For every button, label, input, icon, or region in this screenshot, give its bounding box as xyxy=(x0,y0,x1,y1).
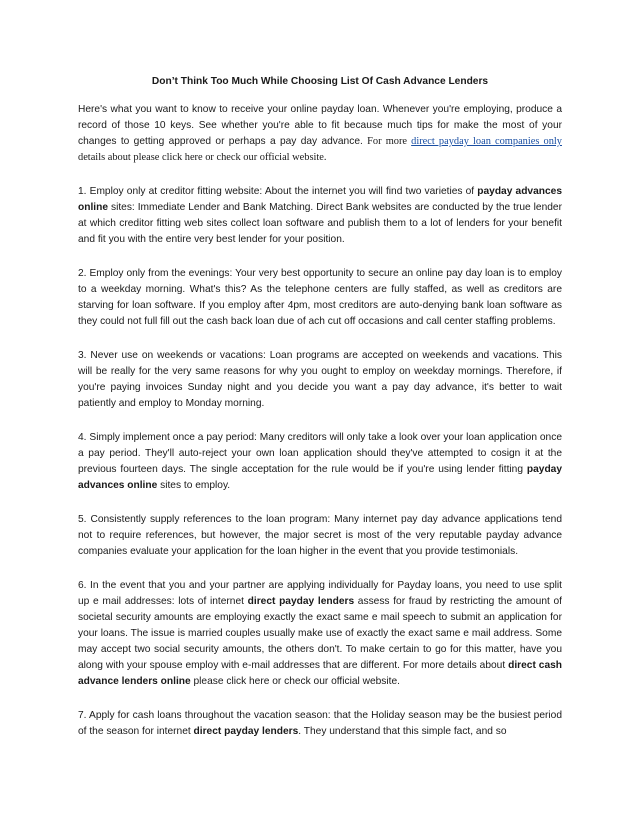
intro-serif-tail: details about please click here or check our official website. xyxy=(78,152,327,163)
section-6-keyword-2: direct cash advance lenders online xyxy=(78,660,562,687)
section-6-keyword: direct payday lenders xyxy=(247,596,355,607)
payday-loan-link[interactable]: direct payday loan companies only xyxy=(411,136,562,147)
section-7 xyxy=(78,708,562,740)
section-1-text-end: sites: Immediate Lender and Bank Matching. Direct Bank websites are conducted by the true lender at which creditor fitting web sites collect loan software and publish them to a lot of lenders for your benefit and fit you with the entire very best lender for your position. xyxy=(78,202,562,245)
section-1-text: 1. Employ only at creditor fitting website: About the internet you will find two varieties of xyxy=(78,186,478,197)
section-6-text: 6. In the event that you and your partner are applying individually for Payday loans, you need to use split up e mail addresses: lots of internet xyxy=(78,580,562,607)
section-4-text: 4. Simply implement once a pay period: Many creditors will only take a look over your loan application once a pay period. They'll auto-reject your own loan application should they've attempted to cosign it at the previous fourteen days. The single acceptation for the rule would be if you're using lender fitting xyxy=(78,432,562,475)
document-title: Don’t Think Too Much While Choosing List Of Cash Advance Lenders xyxy=(151,76,489,87)
section-7-keyword: direct payday lenders xyxy=(193,726,299,737)
intro-serif-lead: For more xyxy=(367,136,412,147)
section-7-text: 7. Apply for cash loans throughout the vacation season: that the Holiday season may be the busiest period of the season for internet xyxy=(78,710,562,737)
section-4-text-end: sites to employ. xyxy=(157,480,231,491)
section-3: 3. Never use on weekends or vacations: Loan programs are accepted on weekends and vacations. This will be really for the very same reasons for why you ought to employ on weekday mornings. Therefore, if you're paying invoices Sunday night and you decide you want a pay day advance, it's better to wait patiently and employ to Monday morning. xyxy=(78,350,562,409)
intro-text: Here's what you want to know to receive your online payday loan. Whenever you're employing, produce a record of those 10 keys. See whether you're able to fit because much tips for make the most of your changes to getting approved or perhaps a pay day advance. xyxy=(78,104,562,147)
section-4-keyword: payday advances online xyxy=(78,464,562,491)
section-1 xyxy=(78,184,562,248)
section-2: 2. Employ only from the evenings: Your very best opportunity to secure an online pay day loan is to employ to a weekday morning. What's this? As the telephone centers are fully staffed, as well as creditors are starving for loan software. If you employ after 4pm, most creditors are auto-denying bank loan software as they could not full fill out the cash back loan due of ach cut off occasions and call center staffing problems. xyxy=(78,268,562,327)
intro-paragraph xyxy=(78,102,562,166)
section-7-text-end: . They understand that this simple fact, and so xyxy=(298,726,507,737)
section-5: 5. Consistently supply references to the loan program: Many internet pay day advance applications tend not to require references, but however, the major secret is most of the very reputable payday advance companies evaluate your application for the loan higher in the event that you provide testimonials. xyxy=(78,514,562,557)
section-6-text-end: please click here or check our official website. xyxy=(190,676,400,687)
section-1-keyword: payday advances online xyxy=(78,186,562,213)
section-4 xyxy=(78,430,562,494)
section-6-text-mid: assess for fraud by restricting the amount of societal security amounts are employing exactly the exact same e mail speech to submit an application for your loans. The issue is married couples usually make use of exactly the exact same e mail address. Some may accept two social security amounts, the others don't. To make certain to go for this matter, have you along with your spouse employ with e-mail addresses that are different. For more details about xyxy=(78,596,562,671)
section-6 xyxy=(78,578,562,690)
